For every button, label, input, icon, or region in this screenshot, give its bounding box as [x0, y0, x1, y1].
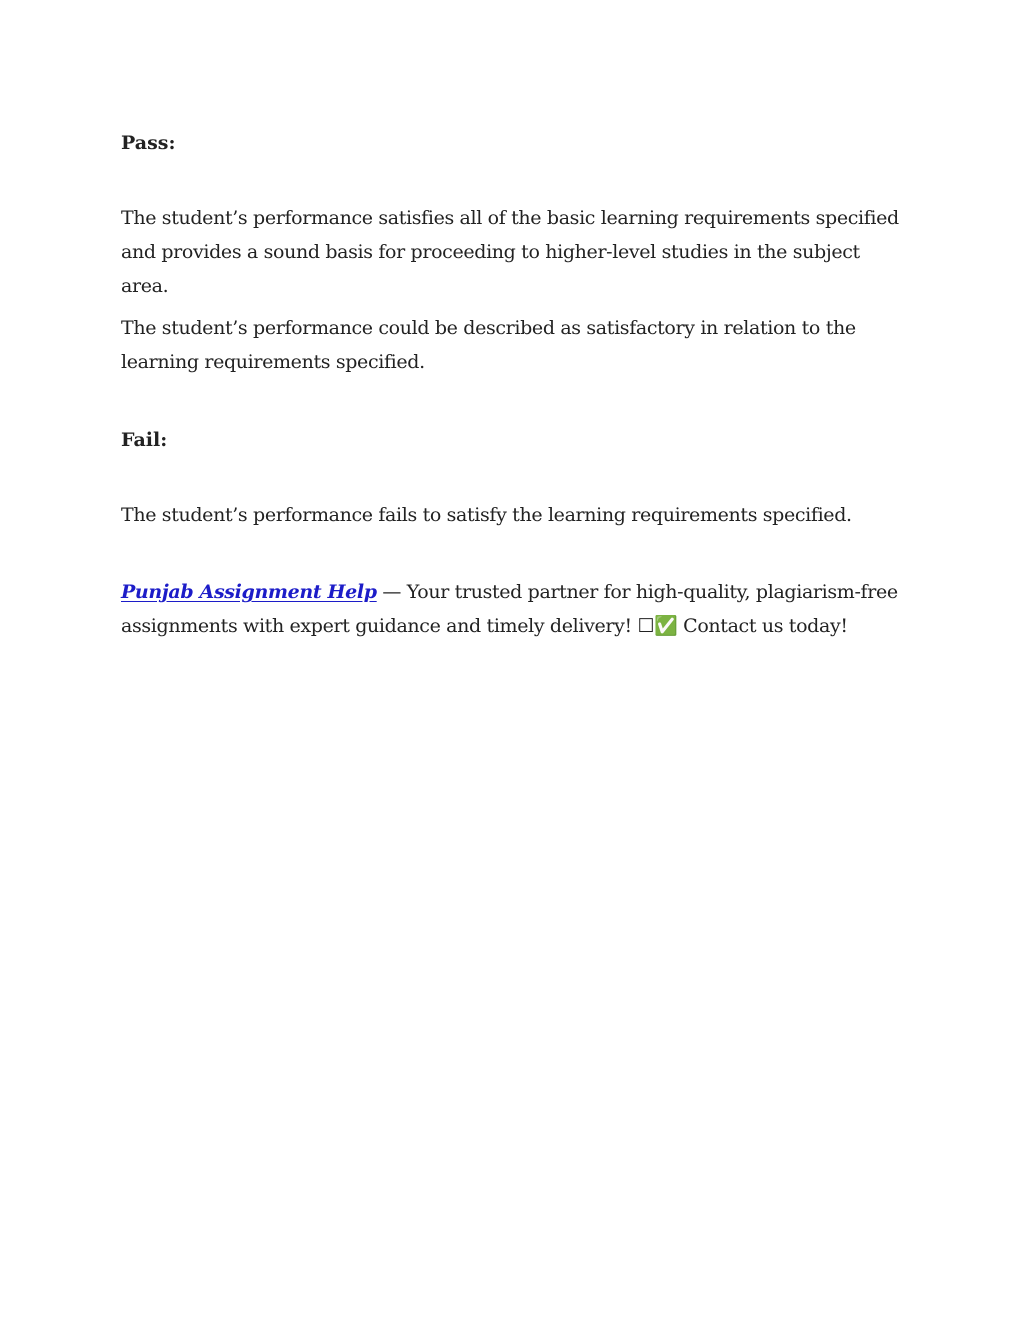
- promo-text: — Your trusted partner for high-quality, plagiarism-free assignments with expert guidance and timely delivery! ☐✅ Contact us today!: [121, 581, 898, 637]
- punjab-assignment-help-link[interactable]: Punjab Assignment Help: [121, 581, 377, 603]
- pass-heading: Pass:: [121, 132, 176, 154]
- fail-paragraph-1: The student’s performance fails to satisfy the learning requirements specified.: [121, 504, 852, 526]
- fail-heading: Fail:: [121, 429, 168, 451]
- pass-paragraph-2: The student’s performance could be described as satisfactory in relation to the learning requirements specified.: [121, 317, 856, 373]
- pass-paragraph-1: The student’s performance satisfies all of the basic learning requirements specified and provides a sound basis for proceeding to higher-level studies in the subject area.: [121, 207, 899, 297]
- promo-paragraph: [121, 575, 911, 643]
